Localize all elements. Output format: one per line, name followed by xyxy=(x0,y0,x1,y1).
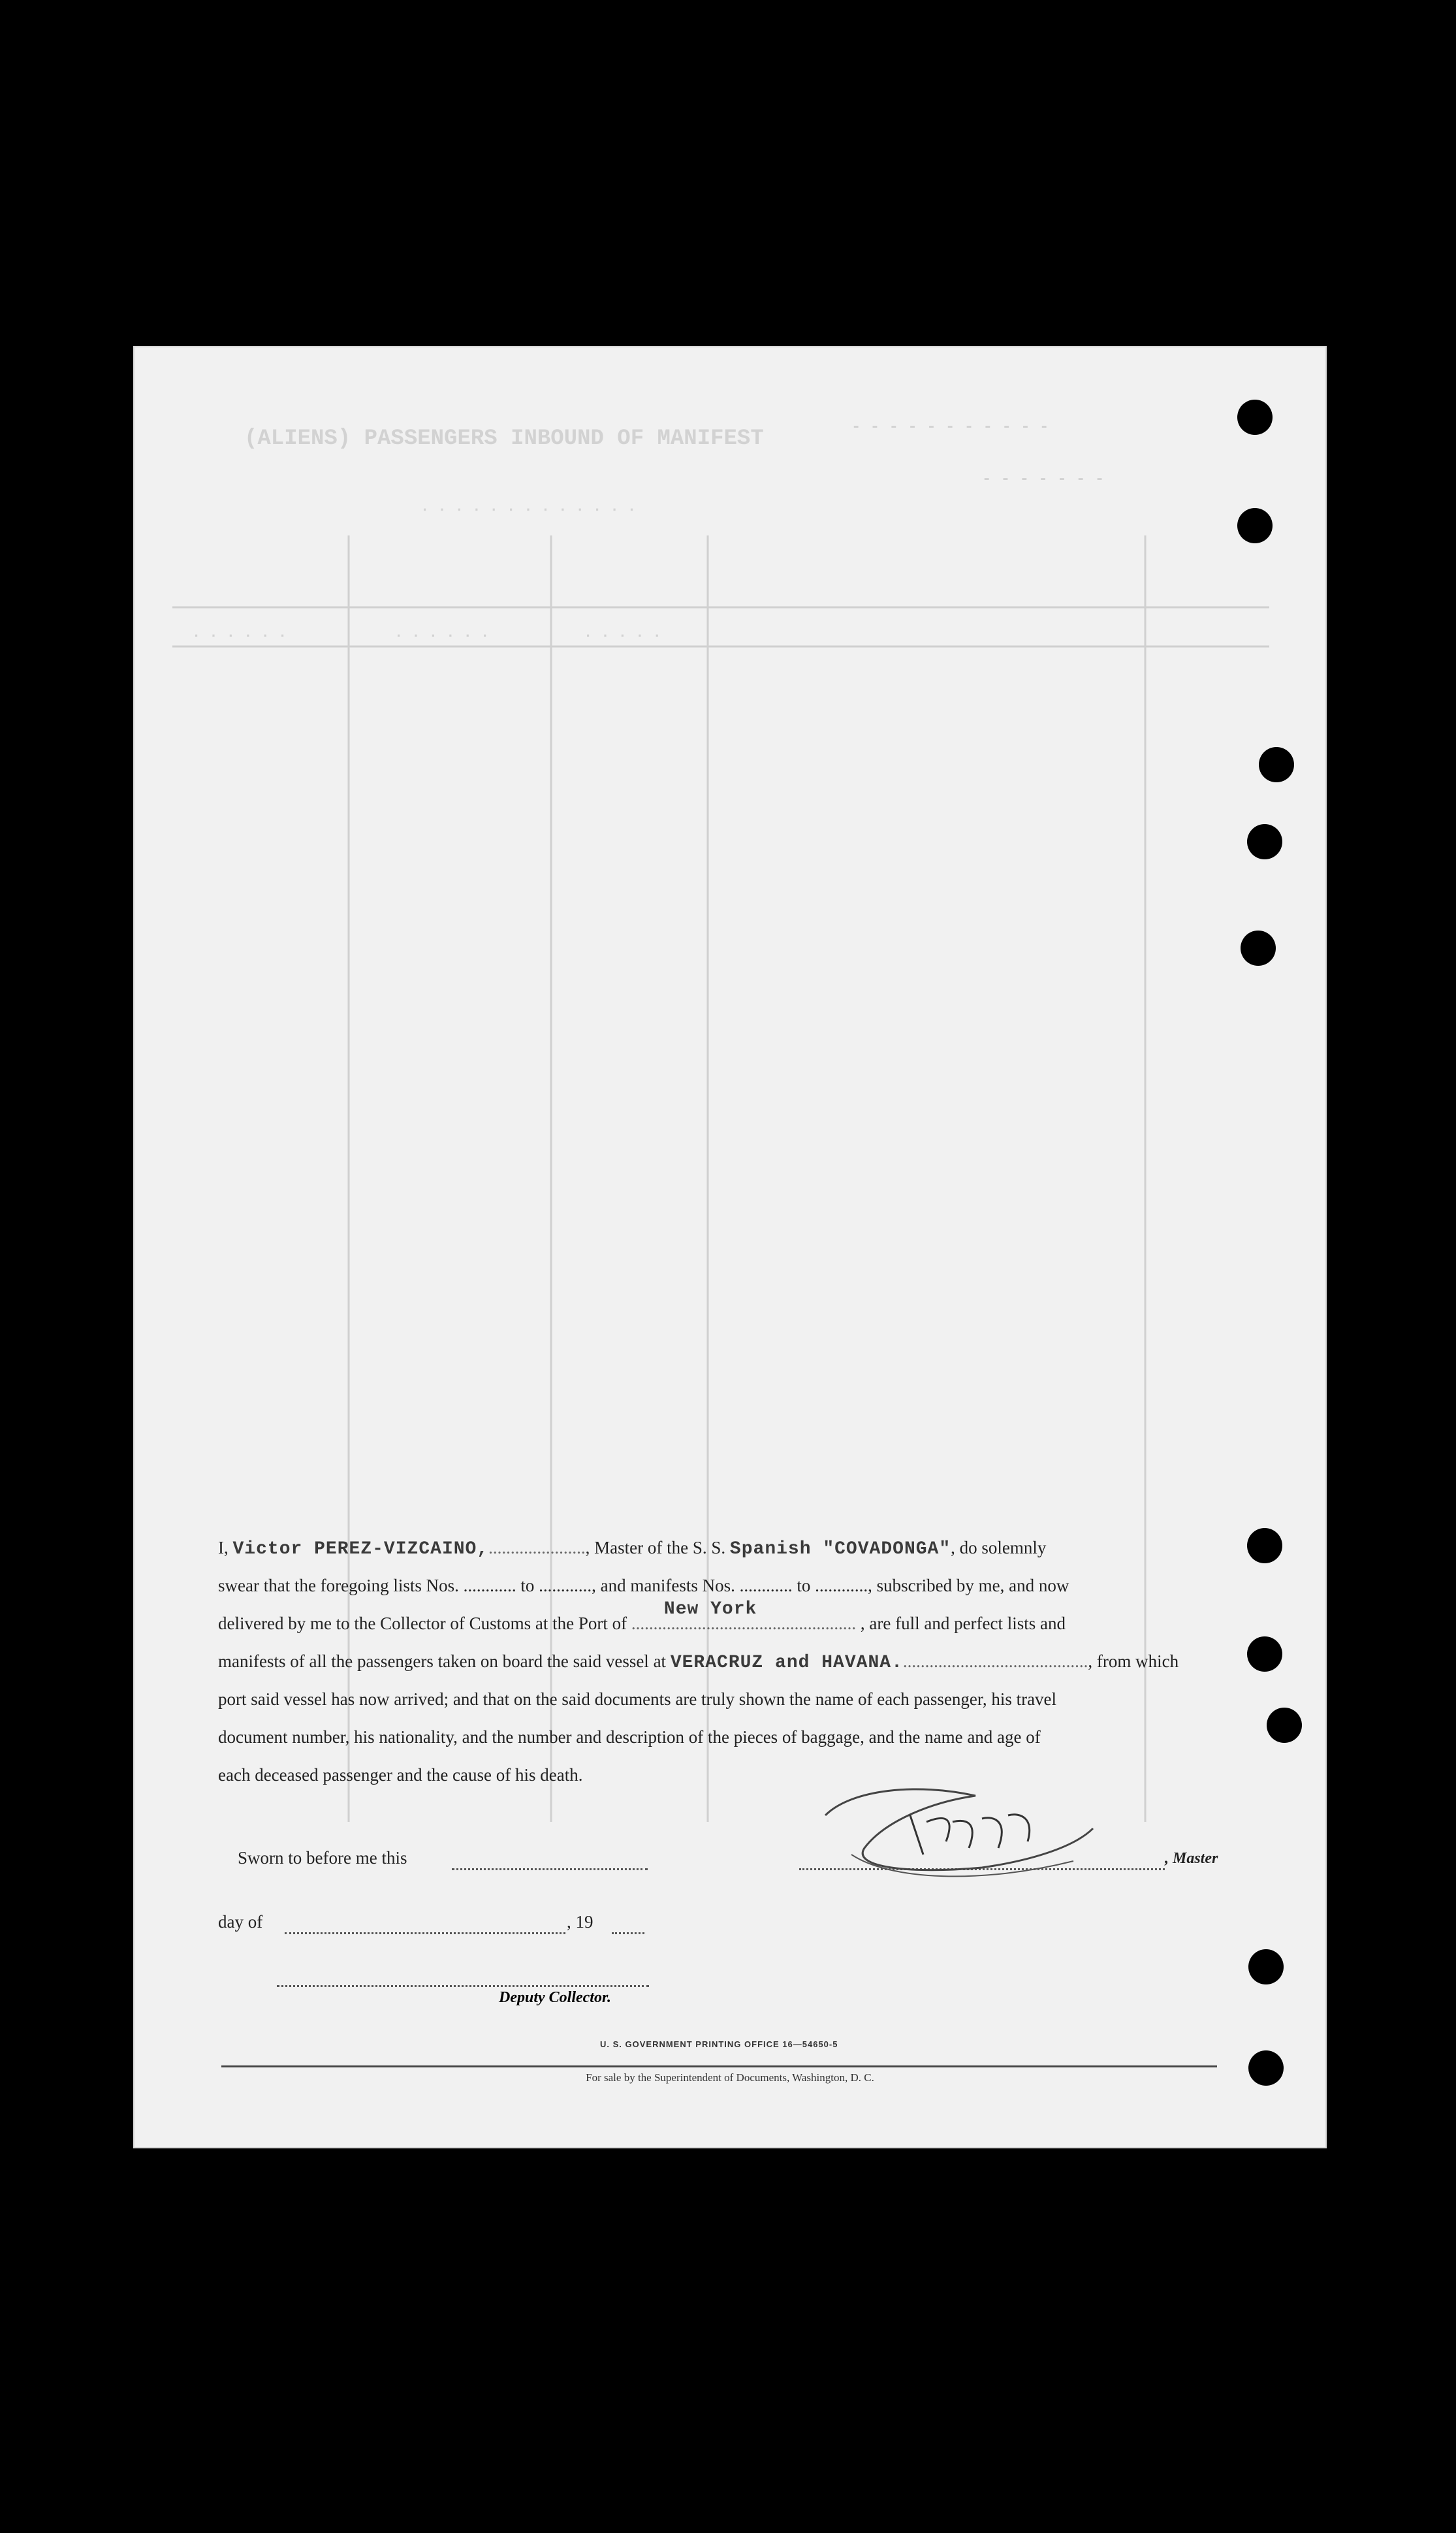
port-of-arrival: New York xyxy=(663,1599,757,1619)
oath-line-1: I, Victor PEREZ-VIZCAINO,......................, Master of the S. S. Spanish "COVADONGA", do solemnly xyxy=(218,1538,1047,1559)
year-line xyxy=(612,1932,644,1934)
ship-name: Spanish "COVADONGA" xyxy=(729,1539,951,1559)
day-of-line xyxy=(285,1932,565,1934)
svg-text:. . . . .: . . . . . xyxy=(584,625,661,641)
deputy-signature-line xyxy=(277,1985,649,1987)
collector-label: delivered by me to the Collector of Customs at the Port of xyxy=(218,1614,627,1633)
punch-hole xyxy=(1247,824,1282,859)
full-lists-label: , are full and perfect lists and xyxy=(860,1614,1066,1633)
punch-hole xyxy=(1247,1636,1282,1672)
oath-line-6: document number, his nationality, and the number and description of the pieces of baggage, and the name and age of xyxy=(218,1727,1041,1747)
from-which-label: , from which xyxy=(1088,1651,1179,1671)
punch-hole xyxy=(1259,747,1294,782)
svg-text:. . . . . .: . . . . . . xyxy=(192,625,287,641)
oath-line-2: swear that the foregoing lists Nos. ............ to ............, and manifests Nos. ............ to ............, subscribed by me, and now xyxy=(218,1576,1069,1595)
master-name: Victor PEREZ-VIZCAINO, xyxy=(232,1539,489,1559)
punch-hole xyxy=(1248,2050,1284,2086)
punch-hole xyxy=(1237,508,1273,543)
punch-hole xyxy=(1267,1708,1302,1743)
master-of-label: , Master of the S. S. xyxy=(585,1538,726,1557)
sworn-label: Sworn to before me this xyxy=(238,1848,407,1868)
master-signature xyxy=(812,1776,1126,1887)
svg-text:- - - - - - -: - - - - - - - xyxy=(982,471,1105,488)
punch-hole xyxy=(1248,1949,1284,1984)
oath-line-3: delivered by me to the Collector of Customs at the Port of New York ................................................... , are full and perfect lists and xyxy=(218,1610,1224,1636)
deputy-collector-label: Deputy Collector. xyxy=(499,1989,611,2006)
manifest-page xyxy=(133,346,1327,2148)
oath-line-7: each deceased passenger and the cause of his death. xyxy=(218,1765,583,1785)
taken-on-board-label: manifests of all the passengers taken on board the said vessel at xyxy=(218,1651,667,1671)
master-label: , Master xyxy=(1165,1850,1218,1867)
sale-note: For sale by the Superintendent of Documents, Washington, D. C. xyxy=(586,2071,874,2084)
bleed-through-grid xyxy=(133,346,1327,2148)
punch-hole xyxy=(1237,400,1273,435)
svg-text:- - - - - - - - - - -: - - - - - - - - - - - xyxy=(851,419,1049,436)
svg-text:. . . . . . . . . . . . .: . . . . . . . . . . . . . xyxy=(420,499,637,515)
year-label: , 19 xyxy=(567,1912,593,1932)
svg-text:. . . . . .: . . . . . . xyxy=(394,625,490,641)
footer-rule xyxy=(221,2065,1217,2067)
punch-hole xyxy=(1241,931,1276,966)
printing-office-note: U. S. GOVERNMENT PRINTING OFFICE 16—54650-5 xyxy=(600,2039,838,2049)
port-of-departure: VERACRUZ and HAVANA. xyxy=(670,1653,903,1673)
svg-text:(ALIENS) PASSENGERS INBOUND: (ALIENS) PASSENGERS INBOUND OF MANIFEST xyxy=(244,426,764,451)
sworn-date-line xyxy=(452,1868,648,1870)
solemnly-label: , do solemnly xyxy=(951,1538,1047,1557)
oath-line-5: port said vessel has now arrived; and that on the said documents are truly shown the name of each passenger, his travel xyxy=(218,1689,1057,1709)
day-of-label: day of xyxy=(218,1912,263,1932)
oath-i-label: I, xyxy=(218,1538,229,1557)
punch-hole xyxy=(1247,1528,1282,1563)
oath-line-4: manifests of all the passengers taken on board the said vessel at VERACRUZ and HAVANA..........................................., from which xyxy=(218,1651,1179,1673)
